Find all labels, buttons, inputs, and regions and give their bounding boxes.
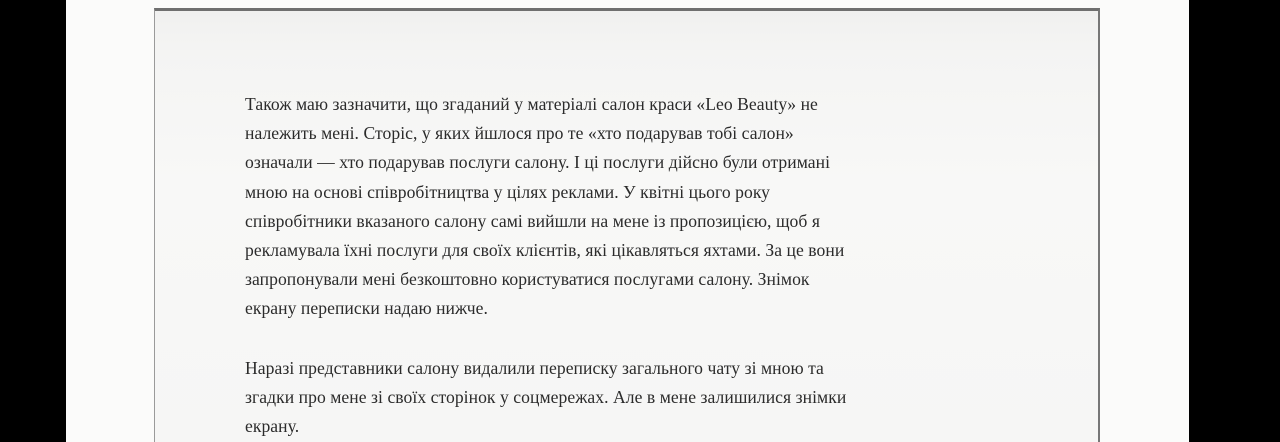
letterbox-right xyxy=(1189,0,1280,442)
paragraph-line: Наразі представники салону видалили переписку загального чату зі мною та xyxy=(245,358,824,378)
paragraph-line: співробітники вказаного салону самі вийшли на мене із пропозицією, щоб я xyxy=(245,210,820,231)
paragraph-line: згадки про мене зі своїх сторінок у соцмережах. Але в мене залишилися знімки xyxy=(245,387,847,408)
document-body xyxy=(245,90,1025,437)
document-sheet xyxy=(154,8,1100,442)
paragraph-line: рекламувала їхні послуги для своїх клієнтів, які цікавляться яхтами. За це вони xyxy=(245,240,845,261)
letterbox-left xyxy=(0,0,66,442)
paragraph-line: належить мені. Сторіс, у яких йшлося про те «хто подарував тобі салон» xyxy=(245,123,794,144)
scanned-page-background xyxy=(66,0,1189,442)
paragraph-1 xyxy=(245,90,1025,324)
paragraph-line: запропонували мені безкоштовно користуватися послугами салону. Знімок xyxy=(245,269,810,290)
paragraph-line: екрану. xyxy=(245,416,300,437)
paragraph-line: Також маю зазначити, що згаданий у матеріалі салон краси «Leo Beauty» не xyxy=(245,94,818,114)
paragraph-line: екрану переписки надаю нижче. xyxy=(245,298,488,319)
paragraph-line: означали — хто подарував послуги салону. І ці послуги дійсно були отримані xyxy=(245,152,831,173)
paragraph-line: мною на основі співробітництва у цілях реклами. У квітні цього року xyxy=(245,181,771,202)
paragraph-2 xyxy=(245,354,846,442)
